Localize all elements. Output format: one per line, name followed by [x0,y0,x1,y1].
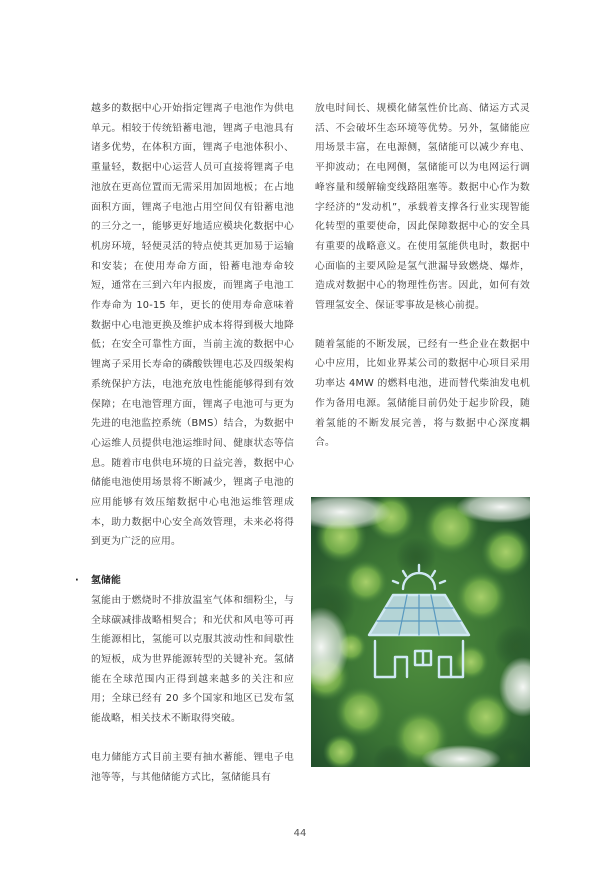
paragraph-spacer [91,729,294,748]
left-paragraph-lithium-battery: 越多的数据中心开始指定锂离子电池作为供电单元。相较于传统铅蓄电池，锂离子电池具有诸多优势，在体积方面，锂离子电池体积小、重量轻，数据中心运营人员可直接将锂离子电池放在更高位置而无需采用加固地板；在占地面积方面，锂离子电池占用空间仅有铅蓄电池的三分之一，能够更好地适应模块化数据中心机房环境，轻便灵活的特点使其更加易于运输和安装；在使用寿命方面，铅蓄电池寿命较短，通常在三到六年内报废，而锂离子电池工作寿命为 10-15 年，更长的使用寿命意味着数据中心电池更换及维护成本将得到极大地降低；在安全可靠性方面，当前主流的数据中心锂离子采用长寿命的磷酸铁锂电芯及四级架构系统保护方法，电池充放电性能能够得到有效保障；在电池管理方面，锂离子电池可与更为先进的电池监控系统（BMS）结合，为数据中心运维人员提供电池运维时间、健康状态等信息。随着市电供电环境的日益完善，数据中心储能电池使用场景将不断减少，锂离子电池的应用能够有效压缩数据中心电池运维管理成本，助力数据中心安全高效管理，未来必将得到更为广泛的应用。 [91,103,294,548]
right-text-column [315,99,530,453]
paragraph-spacer [315,316,530,335]
page-number: 44 [293,828,307,839]
bullet-dot: · [75,575,79,587]
forest-solar-house-photo [311,497,530,767]
section-heading-text: 氢储能 [91,575,121,587]
paragraph-spacer [91,552,294,571]
left-paragraph-hydrogen-intro: 氢能由于燃烧时不排放温室气体和细粉尘，与全球碳减排战略相契合；和光伏和风电等可再生能源相比，氢能可以克服其波动性和间歇性的短板，成为世界能源转型的关键补充。氢储能在全球范围内正得到越来越多的关注和应用；全球已经有 20 多个国家和地区已发布氢能战略，相关技术不断取得突破。 [91,594,294,725]
forest-solar-house-illustration [311,497,530,767]
section-heading-hydrogen [75,571,294,591]
left-text-column [75,99,294,787]
left-paragraph-storage-methods: 电力储能方式目前主要有抽水蓄能、锂电子电池等等，与其他储能方式比，氢储能具有 [91,751,294,783]
right-paragraph-hydrogen-advantages: 放电时间长、规模化储氢性价比高、储运方式灵活、不会破坏生态环境等优势。另外，氢储能应用场景丰富，在电源侧，氢储能可以减少弃电、平抑波动；在电网侧，氢储能可以为电网运行调峰容量和缓解输变线路阻塞等。数据中心作为数字经济的“发动机”，承载着支撑各行业实现智能化转型的重要使命，因此保障数据中心的安全具有重要的战略意义。在使用氢能供电时，数据中心面临的主要风险是氢气泄漏导致燃烧、爆炸，造成对数据中心的物理性伤害。因此，如何有效管理氢安全、保证零事故是核心前提。 [315,103,530,312]
right-paragraph-hydrogen-datacenter: 随着氢能的不断发展，已经有一些企业在数据中心中应用，比如业界某公司的数据中心项目采用功率达 4MW 的燃料电池，进而替代柴油发电机作为备用电源。氢储能目前仍处于起步阶段，随着氢能的不断发展完善，将与数据中心深度耦合。 [315,338,530,449]
